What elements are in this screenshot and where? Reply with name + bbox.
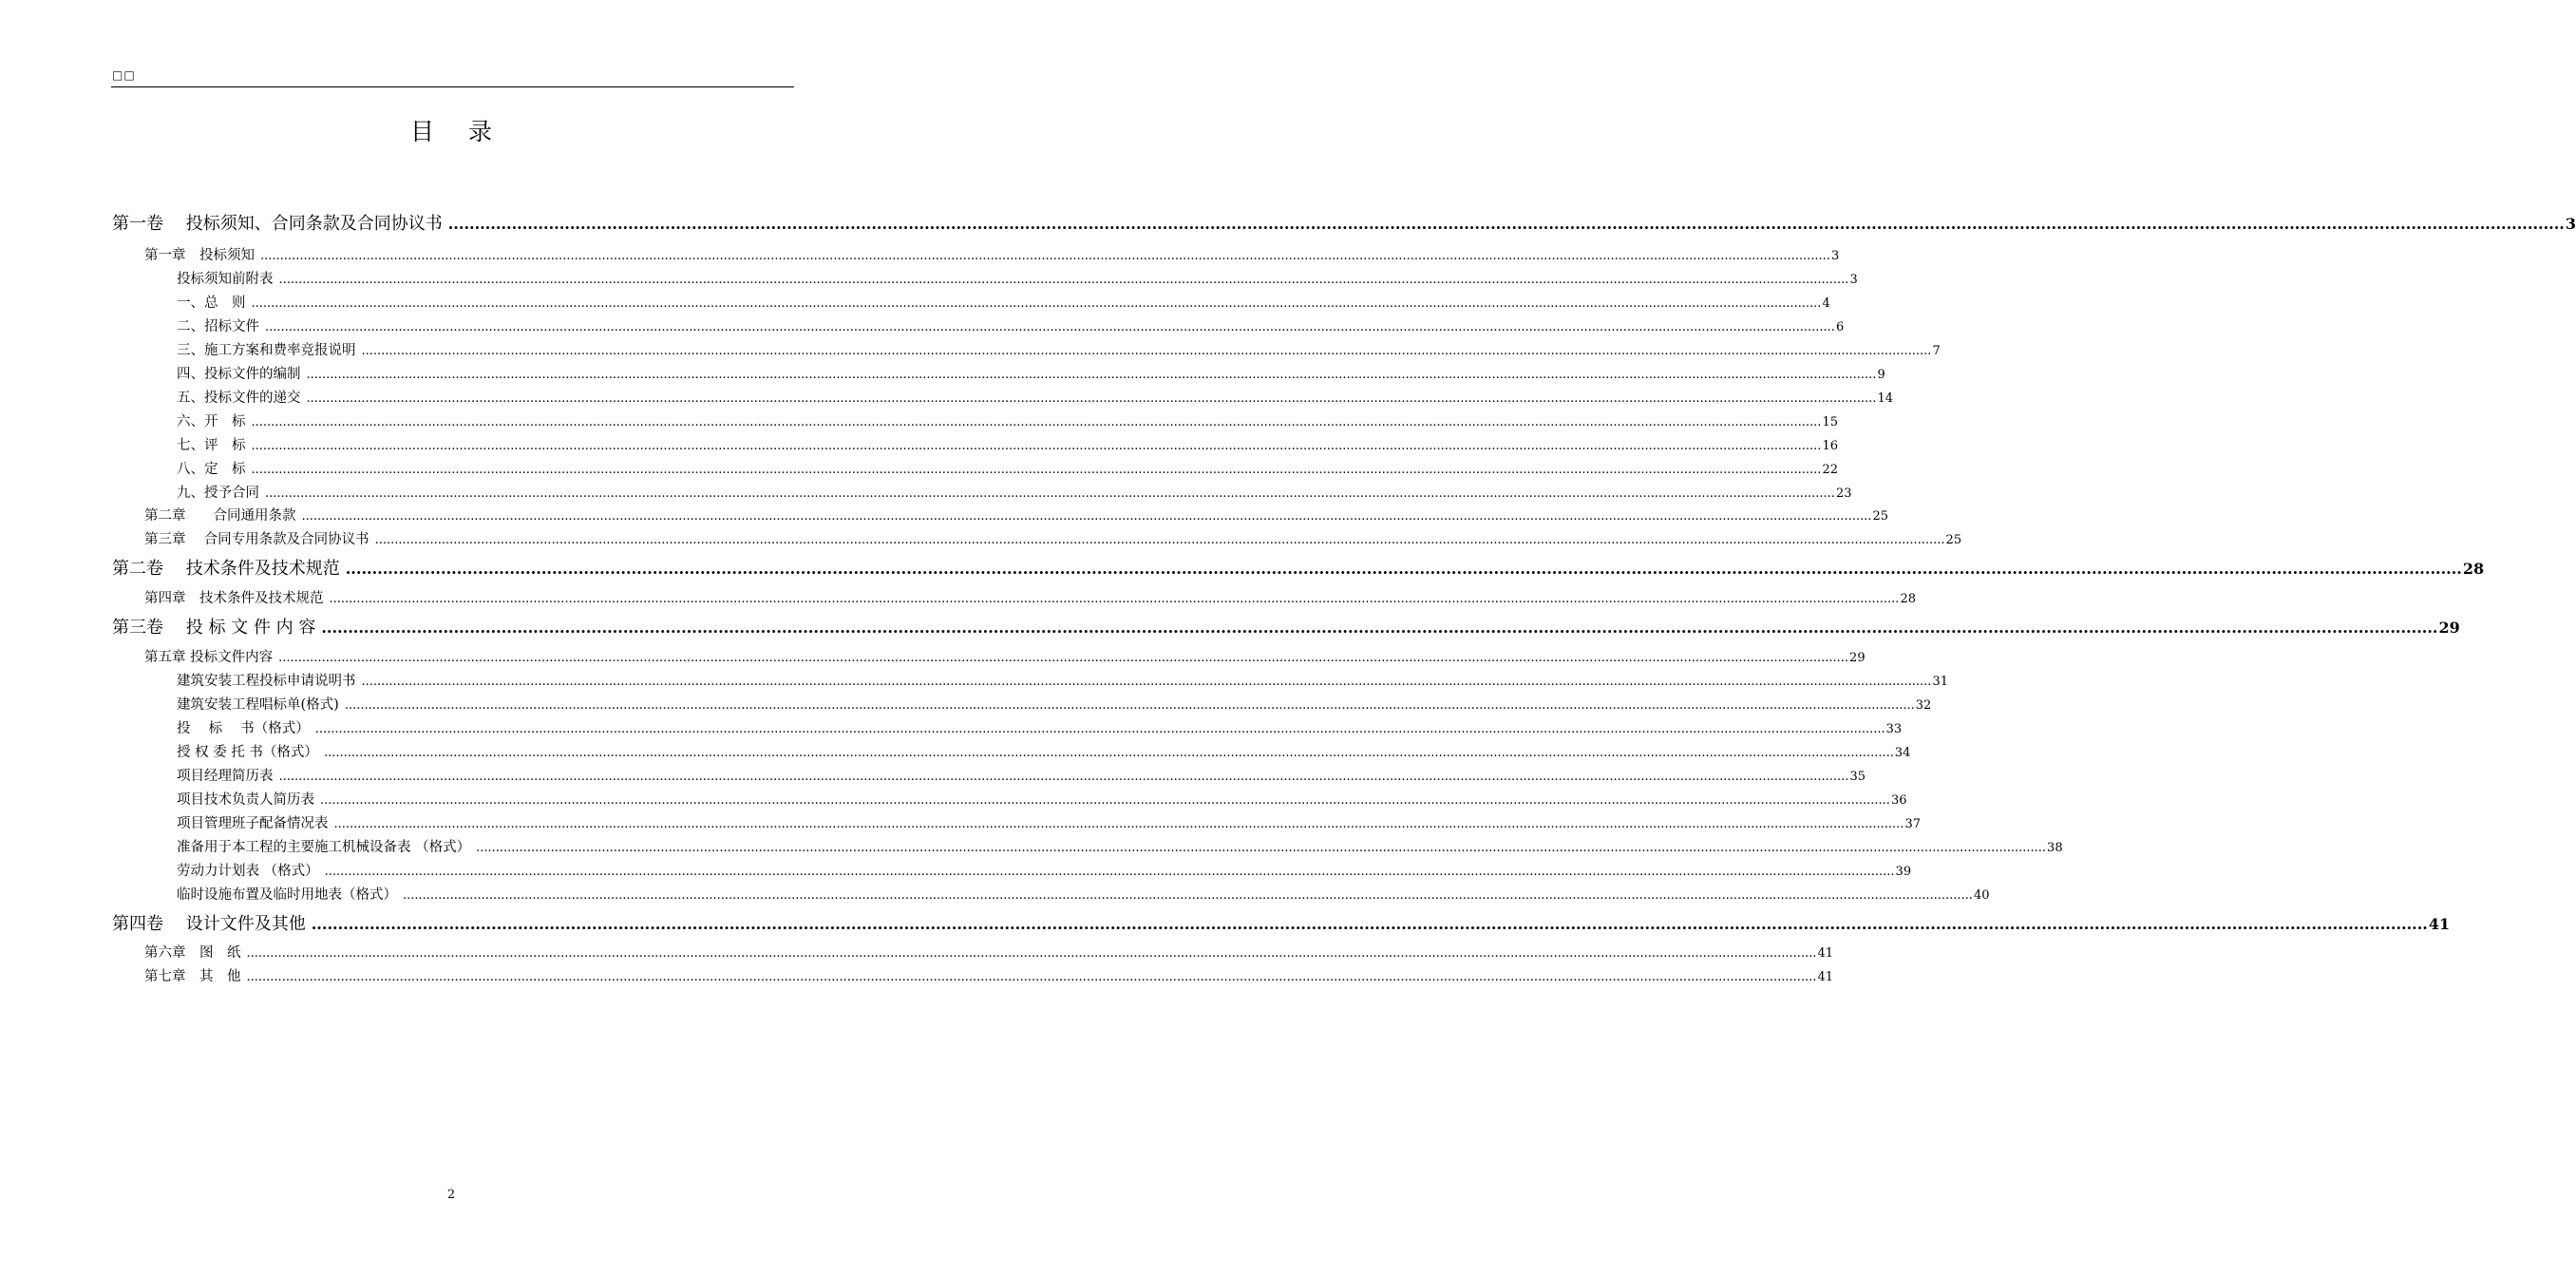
toc-entry-label: 第四卷 设计文件及其他: [112, 914, 306, 934]
toc-entry[interactable]: [112, 555, 2485, 579]
toc-entry-label: 一、总 则: [177, 295, 246, 311]
toc-entry-label: 八、定 标: [177, 462, 246, 477]
toc-entry-label: 九、授予合同: [177, 486, 259, 501]
toc-entry[interactable]: [144, 942, 1833, 961]
toc-entry-page: 22: [1822, 463, 1838, 477]
toc-leader-dots: ................................................................................................................................................................................................................................................................................................................................................................................................................: [301, 509, 1872, 524]
toc-leader-dots: ................................................................................................................................................................................................................................................................................................................................................................................................................: [314, 722, 1885, 736]
toc-entry-page: 29: [1849, 651, 1866, 665]
toc-leader-dots: ................................................................................................................................................................................................................................................................................................................................................................................................................: [251, 296, 1822, 311]
toc-entry[interactable]: [177, 789, 1907, 808]
toc-entry-page: 14: [1877, 391, 1893, 406]
toc-entry-page: 38: [2047, 841, 2063, 855]
toc-leader-dots: ................................................................................................................................................................................................................................................................................................................................................................................................................: [476, 841, 2047, 855]
toc-entry[interactable]: [177, 694, 1932, 713]
toc-entry-page: 28: [1900, 592, 1916, 606]
toc-entry-page: 16: [1822, 439, 1838, 453]
toc-entry-label: 投标须知前附表: [177, 272, 274, 287]
toc-entry[interactable]: [177, 458, 1838, 477]
toc-entry[interactable]: [177, 482, 1852, 501]
toc-entry[interactable]: [144, 244, 1840, 263]
toc-leader-dots: ................................................................................................................................................................................................................................................................................................................................................................................................................: [311, 915, 2428, 933]
toc-entry[interactable]: [144, 505, 1888, 524]
toc-entry-label: 建筑安装工程唱标单(格式): [177, 697, 339, 713]
toc-leader-dots: ................................................................................................................................................................................................................................................................................................................................................................................................................: [265, 486, 1835, 501]
toc-entry-label: 第二章 合同通用条款: [144, 508, 296, 524]
toc-entry[interactable]: [144, 646, 1866, 665]
toc-leader-dots: ................................................................................................................................................................................................................................................................................................................................................................................................................: [251, 439, 1822, 453]
toc-leader-dots: ................................................................................................................................................................................................................................................................................................................................................................................................................: [361, 344, 1932, 358]
toc-entry-label: 投 标 书（格式）: [177, 721, 310, 736]
toc-entry-page: 29: [2438, 619, 2460, 637]
toc-entry-page: 7: [1932, 344, 1941, 358]
toc-entry-page: 34: [1894, 746, 1911, 760]
toc-entry[interactable]: [177, 434, 1838, 453]
toc-entry-label: 六、开 标: [177, 414, 246, 429]
toc-entry-label: 二、招标文件: [177, 319, 259, 334]
toc-entry[interactable]: [177, 765, 1866, 784]
toc-entry-page: 28: [2462, 560, 2485, 578]
page-number: 2: [446, 1188, 456, 1202]
toc-leader-dots: ................................................................................................................................................................................................................................................................................................................................................................................................................: [374, 533, 1945, 547]
toc-entry[interactable]: [112, 210, 2576, 234]
toc-entry-page: 36: [1890, 793, 1907, 808]
toc-entry-label: 第七章 其 他: [144, 969, 241, 984]
toc-entry-label: 七、评 标: [177, 438, 246, 453]
toc-entry-page: 25: [1945, 533, 1962, 547]
toc-entry-page: 15: [1822, 415, 1838, 429]
toc-entry-page: 3: [2565, 215, 2576, 233]
toc-entry[interactable]: [177, 860, 1912, 879]
toc-leader-dots: ................................................................................................................................................................................................................................................................................................................................................................................................................: [361, 675, 1932, 689]
toc-entry-page: 3: [1849, 273, 1858, 287]
toc-leader-dots: ................................................................................................................................................................................................................................................................................................................................................................................................................: [344, 698, 1915, 713]
toc-entry[interactable]: [177, 315, 1845, 334]
toc-entry[interactable]: [177, 339, 1941, 358]
toc-entry-label: 项目技术负责人简历表: [177, 792, 314, 808]
toc-leader-dots: ................................................................................................................................................................................................................................................................................................................................................................................................................: [333, 817, 1904, 831]
toc-entry-label: 准备用于本工程的主要施工机械设备表 （格式）: [177, 840, 471, 855]
toc-leader-dots: ................................................................................................................................................................................................................................................................................................................................................................................................................: [447, 215, 2565, 233]
header-rule: [111, 86, 794, 87]
toc-entry[interactable]: [177, 268, 1858, 287]
toc-leader-dots: ................................................................................................................................................................................................................................................................................................................................................................................................................: [278, 273, 1849, 287]
toc-leader-dots: ................................................................................................................................................................................................................................................................................................................................................................................................................: [306, 391, 1877, 406]
toc-leader-dots: ................................................................................................................................................................................................................................................................................................................................................................................................................: [324, 865, 1895, 879]
toc-entry-page: 25: [1872, 509, 1888, 524]
toc-entry-page: 23: [1835, 486, 1852, 501]
toc-entry-label: 第一章 投标须知: [144, 248, 255, 263]
toc-leader-dots: ................................................................................................................................................................................................................................................................................................................................................................................................................: [278, 651, 1849, 665]
toc-entry-page: 39: [1895, 865, 1912, 879]
toc-entry-page: 9: [1877, 368, 1885, 382]
toc-leader-dots: ................................................................................................................................................................................................................................................................................................................................................................................................................: [403, 888, 1973, 903]
toc-entry-page: 41: [1817, 946, 1833, 961]
toc-entry-label: 第一卷 投标须知、合同条款及合同协议书: [112, 214, 443, 234]
page-title: 目录: [409, 118, 526, 145]
toc-entry-label: 第三卷 投 标 文 件 内 容: [112, 618, 316, 638]
toc-leader-dots: ................................................................................................................................................................................................................................................................................................................................................................................................................: [251, 463, 1822, 477]
toc-leader-dots: ................................................................................................................................................................................................................................................................................................................................................................................................................: [251, 415, 1822, 429]
toc-entry[interactable]: [112, 614, 2460, 638]
toc-entry-page: 40: [1973, 888, 1990, 903]
toc-leader-dots: ................................................................................................................................................................................................................................................................................................................................................................................................................: [278, 770, 1849, 784]
toc-entry[interactable]: [177, 670, 1948, 689]
toc-entry[interactable]: [177, 363, 1885, 382]
toc-entry-page: 4: [1822, 296, 1830, 311]
header-mark: □□: [112, 68, 136, 82]
toc-entry[interactable]: [177, 812, 1921, 831]
toc-entry-page: 41: [2428, 915, 2451, 933]
toc-entry-page: 37: [1904, 817, 1921, 831]
toc-leader-dots: ................................................................................................................................................................................................................................................................................................................................................................................................................: [260, 249, 1830, 263]
toc-entry[interactable]: [177, 717, 1903, 736]
toc-entry-page: 35: [1849, 770, 1866, 784]
toc-leader-dots: ................................................................................................................................................................................................................................................................................................................................................................................................................: [246, 946, 1817, 961]
toc-entry-label: 临时设施布置及临时用地表（格式）: [177, 887, 397, 903]
toc-entry-label: 第三章 合同专用条款及合同协议书: [144, 532, 369, 547]
toc-entry-label: 第五章 投标文件内容: [144, 650, 274, 665]
toc-entry[interactable]: [177, 836, 2063, 855]
toc-entry[interactable]: [177, 884, 1990, 903]
toc-entry[interactable]: [112, 910, 2451, 934]
toc-entry[interactable]: [177, 387, 1893, 406]
toc-entry[interactable]: [177, 292, 1830, 311]
toc-leader-dots: ................................................................................................................................................................................................................................................................................................................................................................................................................: [246, 970, 1817, 984]
toc-entry-label: 第四章 技术条件及技术规范: [144, 591, 324, 606]
toc-leader-dots: ................................................................................................................................................................................................................................................................................................................................................................................................................: [323, 746, 1894, 760]
toc-entry-label: 第二卷 技术条件及技术规范: [112, 559, 340, 579]
toc-entry[interactable]: [144, 965, 1833, 984]
toc-entry[interactable]: [177, 741, 1911, 760]
toc-entry-label: 第六章 图 纸: [144, 945, 241, 961]
toc-entry-page: 3: [1830, 249, 1840, 263]
toc-entry[interactable]: [177, 410, 1838, 429]
toc-leader-dots: ................................................................................................................................................................................................................................................................................................................................................................................................................: [321, 619, 2438, 637]
toc-entry-page: 32: [1915, 698, 1932, 713]
toc-leader-dots: ................................................................................................................................................................................................................................................................................................................................................................................................................: [329, 592, 1900, 606]
toc-entry-page: 41: [1817, 970, 1833, 984]
toc-entry-label: 项目经理简历表: [177, 769, 274, 784]
toc-entry[interactable]: [144, 587, 1916, 606]
toc-entry-label: 建筑安装工程投标申请说明书: [177, 674, 356, 689]
toc-entry-label: 五、投标文件的递交: [177, 391, 301, 406]
toc-leader-dots: ................................................................................................................................................................................................................................................................................................................................................................................................................: [306, 368, 1877, 382]
toc-entry-page: 33: [1885, 722, 1903, 736]
toc-entry-label: 项目管理班子配备情况表: [177, 816, 329, 831]
toc-leader-dots: ................................................................................................................................................................................................................................................................................................................................................................................................................: [345, 560, 2462, 578]
toc-entry-label: 四、投标文件的编制: [177, 367, 301, 382]
toc-leader-dots: ................................................................................................................................................................................................................................................................................................................................................................................................................: [320, 793, 1890, 808]
toc-entry-page: 31: [1932, 675, 1948, 689]
toc-leader-dots: ................................................................................................................................................................................................................................................................................................................................................................................................................: [265, 320, 1835, 334]
toc-entry-label: 劳动力计划表 （格式）: [177, 864, 319, 879]
toc-entry-label: 授 权 委 托 书（格式）: [177, 745, 318, 760]
toc-entry-page: 6: [1835, 320, 1845, 334]
toc-entry-label: 三、施工方案和费率竞报说明: [177, 343, 356, 358]
toc-entry[interactable]: [144, 528, 1962, 547]
